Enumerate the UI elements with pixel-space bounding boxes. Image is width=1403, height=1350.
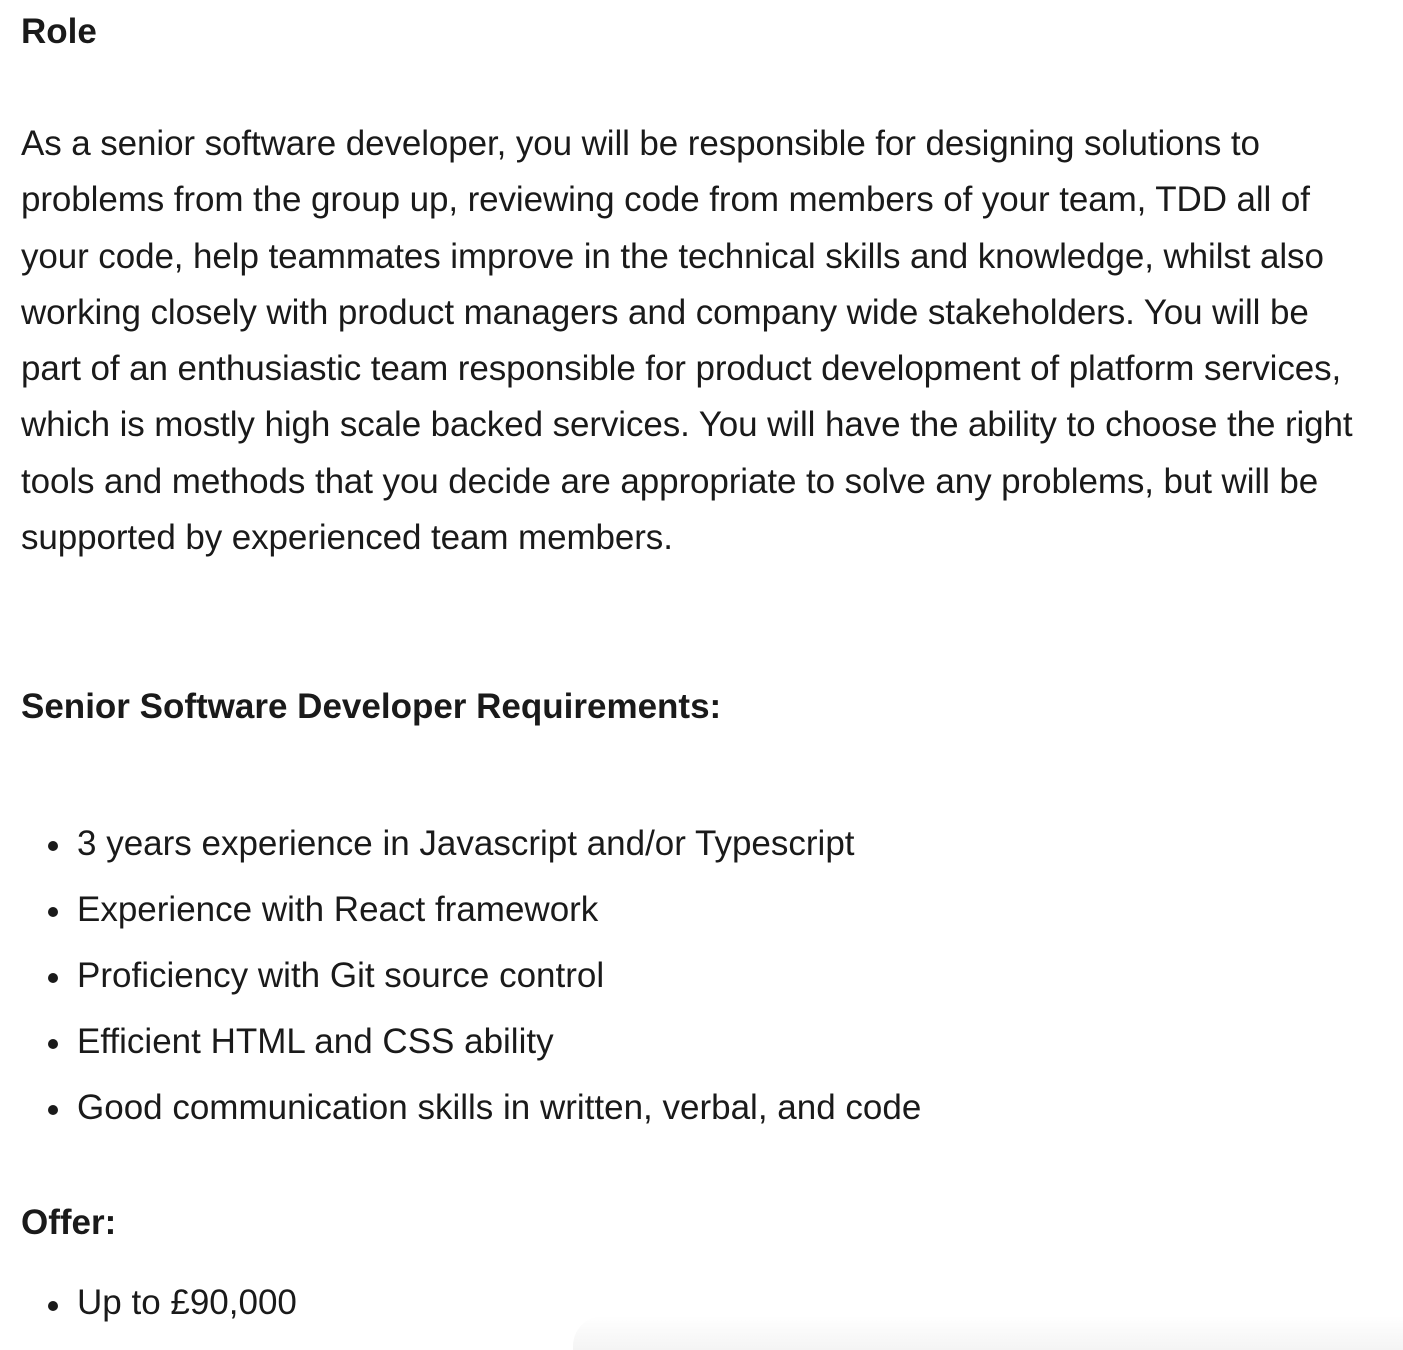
- requirement-item: Good communication skills in written, verbal, and code: [21, 1075, 921, 1141]
- requirements-list: [21, 811, 921, 1141]
- role-heading: Role: [21, 12, 97, 51]
- role-paragraph: As a senior software developer, you will be responsible for designing solutions to problems from the group up, reviewing code from members of your team, TDD all of your code, help teammates improve in the technical skills and knowledge, whilst also working closely with product managers and company wide stakeholders. You will be part of an enthusiastic team responsible for product development of platform services, which is mostly high scale backed services. You will have the ability to choose the right tools and methods that you decide are appropriate to solve any problems, but will be supported by experienced team members.: [21, 124, 1353, 558]
- offer-item: Up to £90,000: [21, 1271, 297, 1335]
- requirements-heading: Senior Software Developer Requirements:: [21, 687, 722, 726]
- requirement-item: Efficient HTML and CSS ability: [21, 1009, 921, 1075]
- requirement-item: 3 years experience in Javascript and/or Typescript: [21, 811, 921, 877]
- bottom-shadow-overlay: [573, 1316, 1403, 1350]
- requirement-item: Experience with React framework: [21, 877, 921, 943]
- requirement-item: Proficiency with Git source control: [21, 943, 921, 1009]
- offer-list: [21, 1271, 297, 1335]
- offer-heading: Offer:: [21, 1203, 117, 1242]
